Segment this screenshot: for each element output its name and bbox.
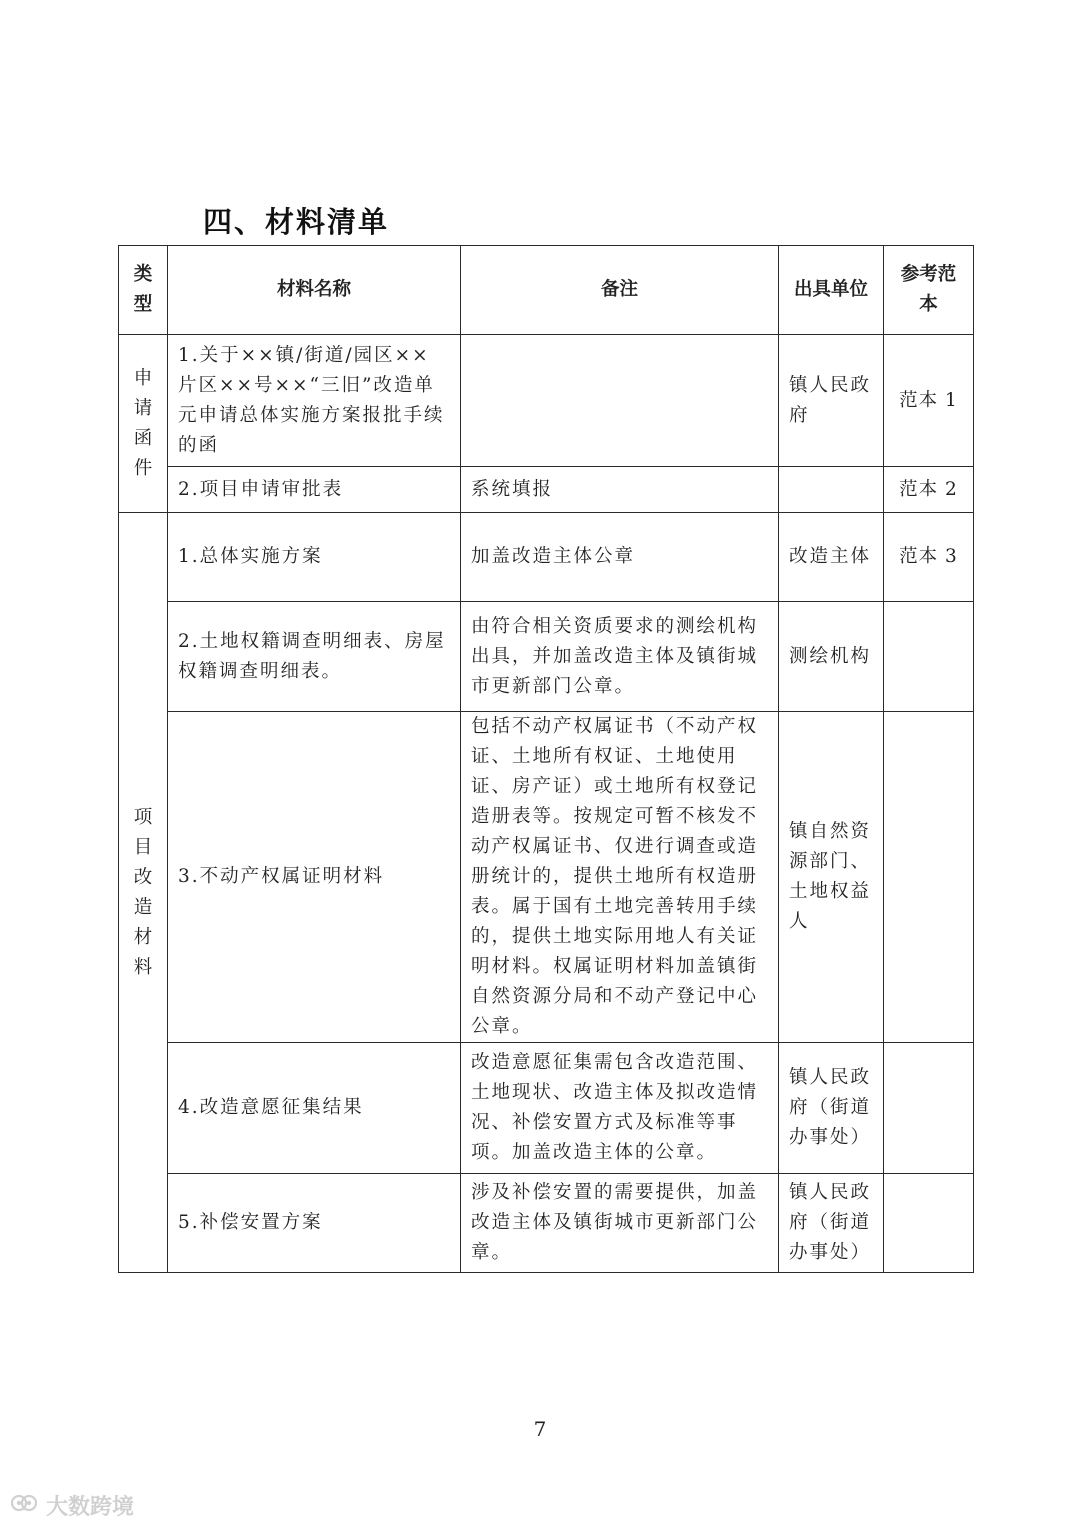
category-label: 项目改造材料 [133,806,153,978]
material-name: 1.关于××镇/街道/园区××片区××号××“三旧”改造单元申请总体实施方案报批手续的函 [168,335,461,467]
materials-table [118,245,974,1273]
category-cell [119,335,168,513]
header-reference: 参考范本 [884,246,974,335]
table-row [119,1174,974,1273]
material-name: 2.项目申请审批表 [168,467,461,513]
material-name: 4.改造意愿征集结果 [168,1043,461,1174]
material-name: 1.总体实施方案 [168,513,461,602]
material-reference: 范本 2 [884,467,974,513]
table-row [119,712,974,1043]
header-name: 材料名称 [168,246,461,335]
section-title: 四、材料清单 [203,205,390,239]
table-row [119,335,974,467]
material-reference [884,602,974,712]
header-note: 备注 [461,246,779,335]
material-issuer: 镇自然资源部门、土地权益人 [779,712,884,1043]
material-note: 包括不动产权属证书（不动产权证、土地所有权证、土地使用证、房产证）或土地所有权登记造册表等。按规定可暂不核发不动产权属证书、仅进行调查或造册统计的，提供土地所有权造册表。属于国有土地完善转用手续的，提供土地实际用地人有关证明材料。权属证明材料加盖镇街自然资源分局和不动产登记中心公章。 [461,712,779,1043]
material-note: 改造意愿征集需包含改造范围、土地现状、改造主体及拟改造情况、补偿安置方式及标准等事项。加盖改造主体的公章。 [461,1043,779,1174]
page-number: 7 [533,1417,547,1441]
material-reference: 范本 1 [884,335,974,467]
material-issuer: 镇人民政府（街道办事处） [779,1043,884,1174]
material-note: 涉及补偿安置的需要提供，加盖改造主体及镇街城市更新部门公章。 [461,1174,779,1273]
header-issuer: 出具单位 [779,246,884,335]
table-row [119,602,974,712]
category-label: 申请函件 [133,367,153,479]
material-reference [884,1043,974,1174]
material-issuer: 镇人民政府 [779,335,884,467]
material-note [461,335,779,467]
material-reference [884,1174,974,1273]
table-row [119,513,974,602]
table-header-row [119,246,974,335]
watermark-text: 大数跨境 [46,1495,135,1520]
material-issuer: 改造主体 [779,513,884,602]
material-name: 2.土地权籍调查明细表、房屋权籍调查明细表。 [168,602,461,712]
category-cell [119,513,168,1273]
material-issuer [779,467,884,513]
header-type: 类型 [119,246,168,335]
material-name: 3.不动产权属证明材料 [168,712,461,1043]
material-note: 加盖改造主体公章 [461,513,779,602]
material-reference [884,712,974,1043]
material-reference: 范本 3 [884,513,974,602]
watermark [10,1490,134,1521]
material-issuer: 测绘机构 [779,602,884,712]
material-note: 系统填报 [461,467,779,513]
material-name: 5.补偿安置方案 [168,1174,461,1273]
table-row [119,1043,974,1174]
table-row [119,467,974,513]
material-issuer: 镇人民政府（街道办事处） [779,1174,884,1273]
material-note: 由符合相关资质要求的测绘机构出具，并加盖改造主体及镇街城市更新部门公章。 [461,602,779,712]
logo-icon [10,1491,40,1521]
